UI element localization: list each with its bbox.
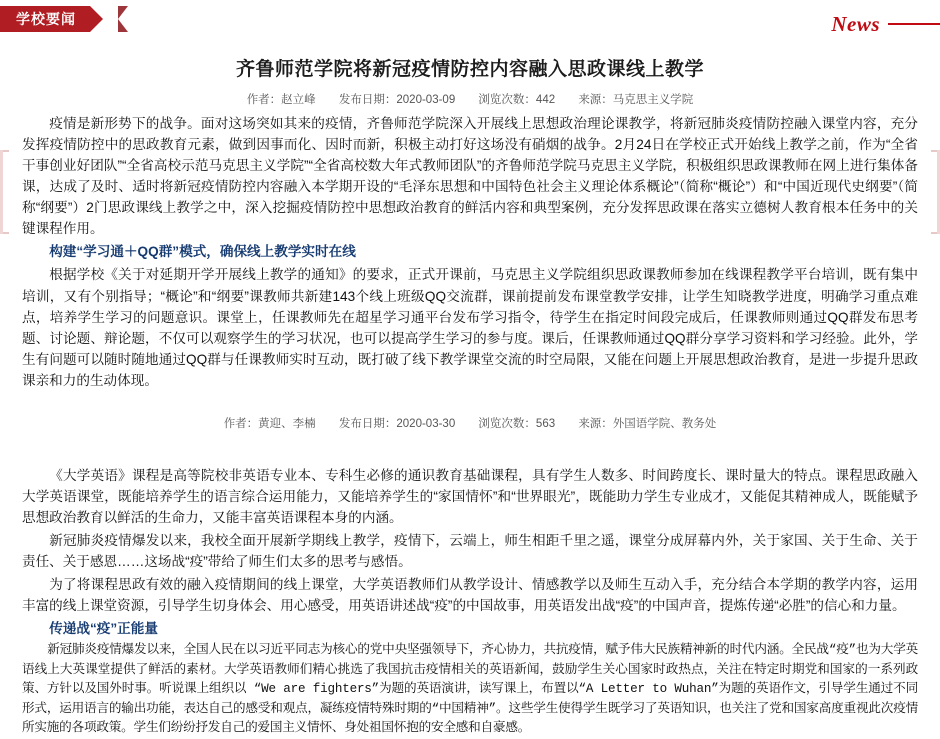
paragraph: 为了将课程思政有效的融入疫情期间的线上课堂，大学英语教师们从教学设计、情感教学以及师生互动入手，充分结合本学期的教学内容，运用丰富的线上课堂资源，引导学生切身体会、用心感受，用英语讲述战“疫”的中国故事，用英语发出战“疫”的中国声音，提炼传递“必胜”的信心和力量。 [22, 577, 918, 614]
meta-source: 来源：马克思主义学院 [578, 94, 694, 106]
page-title: 齐鲁师范学院将新冠疫情防控内容融入思政课线上教学 [235, 59, 704, 80]
meta-views: 浏览次数：442 [478, 94, 556, 106]
page-header [0, 0, 940, 44]
article-body-second-tail [22, 641, 918, 739]
article-body-first [22, 113, 918, 391]
left-side-bar-decoration [0, 150, 3, 234]
article-meta-first [22, 91, 918, 107]
sub-heading: 构建“学习通＋QQ群”模式，确保线上教学实时在线 [49, 244, 356, 260]
meta-body-gap [22, 431, 918, 465]
section-ribbon-label: 学校要闻 [0, 6, 90, 32]
paragraph: 新冠肺炎疫情爆发以来，我校全面开展新学期线上教学，疫情下，云端上，师生相距千里之遥，课堂分成屏幕内外，关于家国、关于生命、关于责任、关于感恩……这场战“疫”带给了师生们太多的思考与感悟。 [22, 533, 918, 570]
meta-date: 发布日期：2020-03-30 [338, 417, 456, 430]
meta-date: 发布日期：2020-03-09 [338, 94, 456, 106]
meta-source: 来源：外国语学院、教务处 [578, 417, 717, 430]
article-meta-second [22, 415, 918, 431]
article-first [0, 54, 940, 391]
paragraph: 疫情是新形势下的战争。面对这场突如其来的疫情，齐鲁师范学院深入开展线上思想政治理论课教学，将新冠肺炎疫情防控融入课堂内容，充分发挥疫情防控中的思政教育元素，做到因事而化、因时而新，积极主动打好这场没有硝烟的战争。2月24日在学校正式开始线上教学之前，作为“全省干事创业好团队”“全省高校示范马克思主义学院”“全省高校数大年式教师团队”的齐鲁师范学院马克思主义学院，积极组织思政课教师在网上进行集体备课，达成了及时、适时将新冠疫情防控内容融入本学期开设的“毛泽东思想和中国特色社会主义理论体系概论”（简称“概论”）和“中国近现代史纲要”（简称“纲要”）2门思政课线上教学之中，深入挖掘疫情防控中思想政治教育的鲜活内容和典型案例，充分发挥思政课在落实立德树人教育根本任务中的关键课程作用。 [22, 116, 918, 237]
news-underline-decoration [888, 23, 940, 25]
sub-heading: 传递战“疫”正能量 [49, 621, 158, 637]
news-logo-text: News [831, 12, 880, 36]
paragraph: 新冠肺炎疫情爆发以来，全国人民在以习近平同志为核心的党中央坚强领导下，齐心协力，共抗疫情，赋予伟大民族精神新的时代内涵。全民战“疫”也为大学英语线上大英课堂提供了鲜活的素材。大学英语教师们精心挑选了我国抗击疫情相关的英语新闻，鼓励学生关心国家时政热点，关注在特定时期党和国家的一系列政策、方针以及国外时事。听说课上组织以 “We are fighters”为题的英语演讲，读写课上，布置以“A Letter to Wuhan”为题的英语作文，引导学生通过不同形式，运用语言的输出功能，表达自己的感受和观点，凝练疫情特殊时期的“中国精神”。这些学生使得学生既学习了英语知识，也关注了党和国家高度重视此次疫情所实施的各项政策。学生们纷纷抒发自己的爱国主义情怀、身处祖国怀抱的安全感和自豪感。 [22, 643, 918, 736]
article-separator [0, 393, 940, 407]
ribbon-tail-decoration [118, 6, 128, 32]
article-second [0, 415, 940, 739]
meta-views: 浏览次数：563 [478, 417, 556, 430]
paragraph: 《大学英语》课程是高等院校非英语专业本、专科生必修的通识教育基础课程，具有学生人数多、时间跨度长、课时量大的特点。课程思政融入大学英语课堂，既能培养学生的语言综合运用能力，又能培养学生的“家国情怀”和“世界眼光”，既能助力学生专业成才，又能促其精神成人，既能赋予思想政治教育以鲜活的生命力，又能丰富英语课程本身的内涵。 [22, 467, 918, 525]
meta-author: 作者：赵立峰 [246, 94, 316, 106]
paragraph: 根据学校《关于对延期开学开展线上教学的通知》的要求，正式开课前，马克思主义学院组织思政课教师参加在线课程教学平台培训，既有集中培训，又有个别指导；“概论”和“纲要”课教师共新建143个线上班级QQ交流群，课前提前发布课堂教学安排，让学生知晓教学进度，明确学习重点难点，培养学生学习的问题意识。课堂上，任课教师先在超星学习通平台发布学习指令，待学生在指定时间段完成后，任课教师则通过QQ群发布思考题、讨论题、辩论题，不仅可以观察学生的学习状况，也可以提高学生学习的参与度。课后，任课教师通过QQ群分享学习资料和学习经验。此外，学生有问题可以随时随地通过QQ群与任课教师实时互动，既打破了线下教学课堂交流的时空局限，又能在问题上开展思想政治教育，是进一步提升思政课亲和力的生动体现。 [22, 267, 918, 388]
meta-author: 作者：黄迎、李楠 [223, 417, 316, 430]
article-body-second [22, 465, 918, 640]
